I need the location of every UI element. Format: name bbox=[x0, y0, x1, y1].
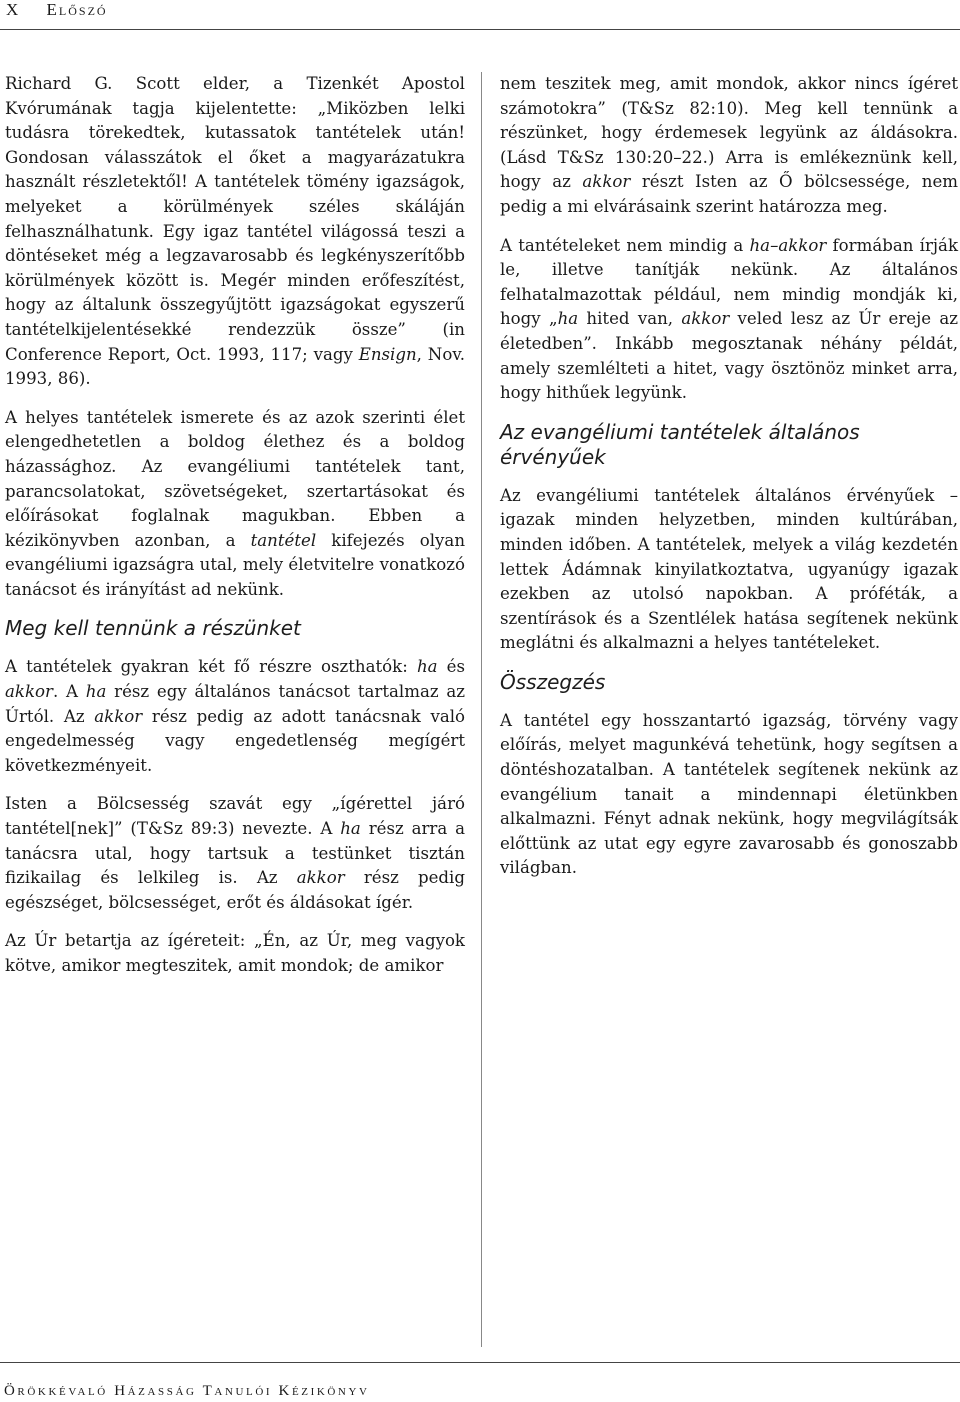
section-title: Előszó bbox=[46, 0, 108, 19]
text-run: Az evangéliumi tantételek általános érvényűek – igazak minden helyzetben, minden kultúrában, minden időben. A tantételek, melyek a világ kezdetén lettek Ádámnak kinyilatkoztatva, ugyanúgy igazak ezekben az utolsó napokban. A próféták, a szentírások és a Szentlélek hatása segítenek nekünk meglátni és alkalmazni a helyes tantételeket. bbox=[500, 485, 958, 653]
paragraph bbox=[5, 792, 465, 915]
text-run: , Nov. 1993, 86). bbox=[5, 344, 465, 389]
italic-run: Ensign bbox=[358, 344, 417, 364]
text-run: A helyes tantételek ismerete és az azok szerinti élet elengedhetetlen a boldog élethez és a boldog házassághoz. Az evangéliumi tantételek tant, parancsolatokat, szövetségeket, szertartásokat és előírásokat foglalnak magukban. Ebben a kézikönyvben azonban, a bbox=[5, 407, 465, 550]
text-run: Richard G. Scott elder, a Tizenkét Apostol Kvórumának tagja kijelentette: „Miközben lelki tudásra törekedtek, kutassatok tantételek után! Gondosan válasszátok el őket a magyarázatukra használt részletektől! A tantételek tömény igazságok, melyeket a körülmények széles skáláján felhasználhatunk. Egy igaz tantétel világossá teszi a döntéseket még a legzavarosabb és legkényszerítőbb körülmények között is. Megér minden erőfeszítést, hogy az általunk összegyűjtött igazságokat egyszerű tantételkijelentésekké rendezzük össze” (in Conference Report, Oct. 1993, 117; vagy bbox=[5, 74, 465, 364]
paragraph bbox=[5, 655, 465, 778]
paragraph bbox=[5, 72, 465, 392]
italic-run: tantétel bbox=[250, 530, 317, 550]
text-run: . A bbox=[52, 682, 86, 702]
italic-run: ha bbox=[85, 682, 107, 702]
page-number: X bbox=[6, 0, 19, 19]
italic-run: akkor bbox=[681, 309, 730, 329]
section-heading: Meg kell tennünk a részünket bbox=[5, 616, 301, 641]
italic-run: ha bbox=[416, 657, 438, 677]
right-column bbox=[500, 72, 958, 895]
text-run: és bbox=[437, 657, 465, 677]
text-run: kifejezés olyan evangéliumi igazságra utal, mely életvitelre vonatkozó tanácsot és irányítást ad nekünk. bbox=[5, 530, 466, 599]
left-column bbox=[5, 72, 465, 993]
text-run: A tantételeket nem mindig a bbox=[500, 235, 750, 255]
italic-run: akkor bbox=[296, 868, 345, 888]
text-run: nem teszitek meg, amit mondok, akkor nincs ígéret számotokra” (T&Sz 82:10). Meg kell tennünk a részünket, hogy érdemesek legyünk az áldásokra. (Lásd T&Sz 130:20–22.) Arra is emlékeznünk kell, hogy az bbox=[500, 74, 958, 192]
text-run: A tantétel egy hosszantartó igazság, törvény vagy előírás, melyet magunkévá tehetünk, hogy segítsen a döntéshozatalban. A tantételek segítenek nekünk az evangélium tanait a mindennapi életünkben alkalmazni. Fényt adnak nekünk, hogy megvilágítsák előttünk az utat egy egyre zavarosabb és gonoszabb világban. bbox=[500, 710, 958, 878]
section-heading: Az evangéliumi tantételek általános érvényűek bbox=[500, 419, 860, 469]
italic-run: ha–akkor bbox=[749, 235, 827, 255]
text-run: rész egy általános tanácsot tartalmaz az Úrtól. Az bbox=[5, 682, 466, 726]
header-rule bbox=[0, 29, 960, 30]
paragraph bbox=[5, 929, 465, 978]
italic-run: akkor bbox=[5, 682, 53, 702]
column-divider bbox=[481, 72, 482, 1347]
italic-run: akkor bbox=[94, 706, 143, 726]
text-run: rész pedig az adott tanácsnak való engedelmesség vagy engedetlenség megígért következményeit. bbox=[5, 706, 466, 775]
footer-rule bbox=[0, 1362, 960, 1363]
text-run: A tantételek gyakran két fő részre oszthatók: bbox=[5, 657, 417, 677]
italic-run: ha bbox=[340, 819, 361, 839]
section-heading: Összegzés bbox=[500, 669, 606, 694]
paragraph bbox=[500, 72, 958, 220]
text-run: formában írják le, illetve tanítják nekünk. Az általános felhatalmazottak például, nem mindig mondják ki, hogy „ bbox=[500, 235, 958, 329]
text-run: hited van, bbox=[578, 309, 682, 329]
paragraph bbox=[500, 709, 958, 881]
paragraph bbox=[500, 234, 958, 406]
text-run: Isten a Bölcsesség szavát egy „ígérettel járó tantétel[nek]” (T&Sz 89:3) nevezte. A bbox=[5, 794, 465, 839]
italic-run: ha bbox=[557, 309, 579, 329]
text-run: részt Isten az Ő bölcsessége, nem pedig a mi elvárásaink szerint határozza meg. bbox=[500, 172, 959, 216]
text-run: rész pedig egészséget, bölcsességet, erőt és áldásokat ígér. bbox=[5, 868, 465, 912]
text-run: rész arra a tanácsra utal, hogy tartsuk a testünket tisztán fizikailag és lelkileg is. Az bbox=[5, 819, 465, 888]
paragraph bbox=[5, 406, 465, 603]
italic-run: akkor bbox=[582, 172, 631, 192]
text-run: Az Úr betartja az ígéreteit: „Én, az Úr, meg vagyok kötve, amikor megteszitek, amit mondok; de amikor bbox=[5, 931, 465, 975]
footer-book-title: Örökkévaló Házasság Tanulói Kézikönyv bbox=[4, 1383, 370, 1399]
running-head bbox=[6, 0, 108, 20]
paragraph bbox=[500, 484, 958, 656]
text-run: veled lesz az Úr ereje az életedben”. Inkább megosztanak néhány példát, amely szemlélteti a hitet, vagy ösztönöz minket arra, hogy hithűek legyünk. bbox=[500, 309, 958, 403]
